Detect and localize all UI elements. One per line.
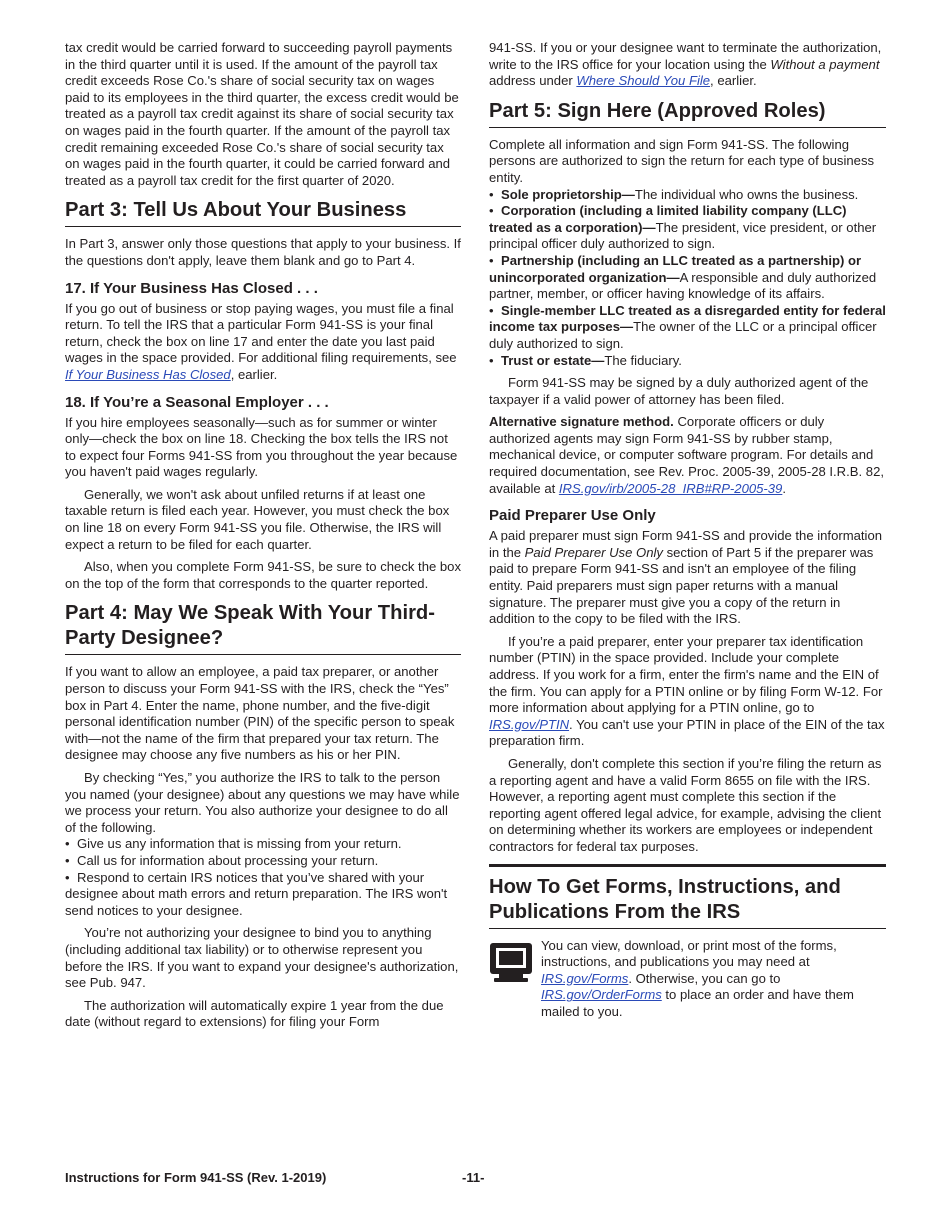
- list-item: • Trust or estate—The fiduciary.: [489, 352, 682, 368]
- irs-forms-link[interactable]: IRS.gov/Forms: [541, 970, 629, 986]
- bullet-icon: •: [65, 852, 70, 868]
- paragraph: You’re not authorizing your designee to bind you to anything (including additional tax liability) or to otherwise represent you before the IRS. If you want to expand your designee's authorization, see Pub. 947.: [65, 925, 459, 991]
- bullet-icon: •: [489, 186, 494, 202]
- paragraph: Generally, we won't ask about unfiled returns if at least one taxable return is filed each year. However, you must check the box on line 18 on every Form 941-SS you file. Otherwise, the IRS will expect a return to be filed for each quarter.: [65, 486, 450, 552]
- irs-order-forms-link[interactable]: IRS.gov/OrderForms: [541, 987, 662, 1003]
- if-business-closed-link[interactable]: If Your Business Has Closed: [65, 366, 231, 382]
- paragraph: Complete all information and sign Form 941-SS. The following persons are authorized to sign the return for each type of business entity.: [489, 136, 875, 185]
- getforms-body: [489, 938, 886, 1021]
- list-item: • Partnership (including an LLC treated as a partnership) or unincorporated organization—A responsible and duly authorized partner, member, or officer having knowledge of its affairs.: [489, 252, 877, 302]
- bullet-icon: •: [489, 352, 494, 368]
- right-column: [489, 40, 886, 1021]
- paragraph: If you go out of business or stop paying wages, you must file a final return. To tell the IRS that a particular Form 941-SS is your final return, check the box on line 17 and enter the date you last paid wages in the space provided. For additional filing requirements, see If Your Business Has Closed, earlier.: [65, 300, 457, 382]
- list-item: • Call us for information about processing your return.: [65, 852, 379, 868]
- list-item: • Single-member LLC treated as a disregarded entity for federal income tax purposes—The owner of the LLC or a principal officer duly authorized to sign.: [489, 302, 886, 351]
- part3-heading: Part 3: Tell Us About Your Business: [65, 198, 461, 227]
- left-column: [65, 40, 461, 1037]
- bullet-icon: •: [489, 203, 494, 219]
- part4-heading: Part 4: May We Speak With Your Third-Party Designee?: [65, 601, 461, 655]
- line18-heading: 18. If You’re a Seasonal Employer . . .: [65, 393, 329, 411]
- list-item: • Respond to certain IRS notices that you’ve shared with your designee about math errors and return preparation. The IRS won't send notices to your designee.: [65, 869, 448, 918]
- paragraph: A paid preparer must sign Form 941-SS and provide the information in the Paid Preparer Use Only section of Part 5 if the preparer was paid to prepare Form 941-SS and isn't an employee of the filing entity. Paid preparers must sign paper returns with a manual signature. The preparer must give you a copy of the return in addition to the copy to be filed with the IRS.: [489, 528, 883, 627]
- paragraph: If you want to allow an employee, a paid tax preparer, or another person to discuss your Form 941-SS with the IRS, check the “Yes” box in Part 4. Enter the name, phone number, and the five-digit personal identification number (PIN) of the specific person to speak with—not the name of the firm that prepared your tax return. The designee may choose any five numbers as his or her PIN.: [65, 664, 455, 763]
- list-item: • Corporation (including a limited liability company (LLC) treated as a corporation)—The president, vice president, or other principal officer duly authorized to sign.: [489, 203, 877, 252]
- paragraph: By checking “Yes,” you authorize the IRS to talk to the person you named (your designee) about any questions we may have while we process your return. You also authorize your designee to do all of the following.: [65, 770, 460, 835]
- footer-page-number: -11-: [462, 1170, 485, 1185]
- bullet-icon: •: [65, 836, 70, 852]
- bullet-icon: •: [65, 869, 70, 885]
- paragraph: If you’re a paid preparer, enter your preparer tax identification number (PTIN) in the space provided. Include your complete address. If you work for a firm, enter the firm's name and the EIN of the firm. You can apply for a PTIN online or by filing Form W-12. For more information about applying for a PTIN online, go to IRS.gov/PTIN. You can't use your PTIN in place of the EIN of the tax preparation firm.: [489, 633, 885, 749]
- paragraph: If you hire employees seasonally—such as for summer or winter only—check the box on line 18. Checking the box tells the IRS not to expect four Forms 941-SS from you throughout the year because you haven't paid wages regularly.: [65, 414, 458, 480]
- where-should-you-file-link[interactable]: Where Should You File: [576, 73, 711, 89]
- paragraph: 941-SS. If you or your designee want to terminate the authorization, write to the IRS office for your location using the Without a payment address under Where Should You File, earlier.: [489, 40, 882, 89]
- paragraph: tax credit would be carried forward to succeeding payroll payments in the third quarter until it is used. If the amount of the payroll tax credit exceeds Rose Co.'s share of social security tax on wages paid to its employees in the third quarter, the excess credit would be treated as a payroll tax credit against its share of social security tax on wages paid in the fourth quarter. If the amount of the payroll tax credit remaining exceeded Rose Co.'s share of social security tax on wages paid in the fourth quarter, it could be carried forward and treated as a payroll tax credit for the first quarter of 2020.: [65, 40, 459, 188]
- paragraph: In Part 3, answer only those questions that apply to your business. If the questions don't apply, leave them blank and go to Part 4.: [65, 236, 461, 268]
- paragraph: Generally, don't complete this section if you’re filing the return as a reporting agent and have a valid Form 8655 on file with the IRS. However, a reporting agent must complete this section if the reporting agent offered legal advice, for example, advising the client on determining whether its workers are employees or independent contractors for federal tax purposes.: [489, 755, 882, 854]
- list-item: • Sole proprietorship—The individual who owns the business.: [489, 186, 859, 202]
- bullet-icon: •: [489, 302, 494, 318]
- part5-heading: Part 5: Sign Here (Approved Roles): [489, 99, 886, 128]
- list-item: • Give us any information that is missing from your return.: [65, 836, 402, 852]
- footer-form-title: Instructions for Form 941-SS (Rev. 1-2019): [65, 1170, 327, 1185]
- paragraph: The authorization will automatically expire 1 year from the due date (without regard to extensions) for filing your Form: [65, 997, 444, 1030]
- bullet-icon: •: [489, 252, 494, 268]
- line17-heading: 17. If Your Business Has Closed . . .: [65, 279, 318, 297]
- irs-irb-link[interactable]: IRS.gov/irb/2005-28_IRB#RP-2005-39: [558, 480, 783, 496]
- irs-ptin-link[interactable]: IRS.gov/PTIN: [489, 716, 570, 732]
- paragraph: Form 941-SS may be signed by a duly authorized agent of the taxpayer if a valid power of attorney has been filed.: [489, 375, 869, 407]
- getforms-heading: How To Get Forms, Instructions, and Publications From the IRS: [489, 875, 886, 929]
- paragraph: Also, when you complete Form 941-SS, be sure to check the box on the top of the form that corresponds to the quarter reported.: [65, 559, 462, 591]
- computer-icon: [489, 942, 533, 982]
- paragraph: You can view, download, or print most of the forms, instructions, and publications you may need at IRS.gov/Forms. Otherwise, you can go to IRS.gov/OrderForms to place an order and have them mailed to you.: [541, 937, 854, 1019]
- getforms-section: [489, 864, 886, 1021]
- paid-preparer-heading: Paid Preparer Use Only: [489, 507, 656, 525]
- paragraph: Alternative signature method. Corporate officers or duly authorized agents may sign Form 941-SS by rubber stamp, mechanical device, or computer software program. For details and required documentation, see Rev. Proc. 2005-39, 2005-28 I.R.B. 82, available at IRS.gov/irb/2005-28_IRB#RP-2005-39.: [489, 414, 884, 496]
